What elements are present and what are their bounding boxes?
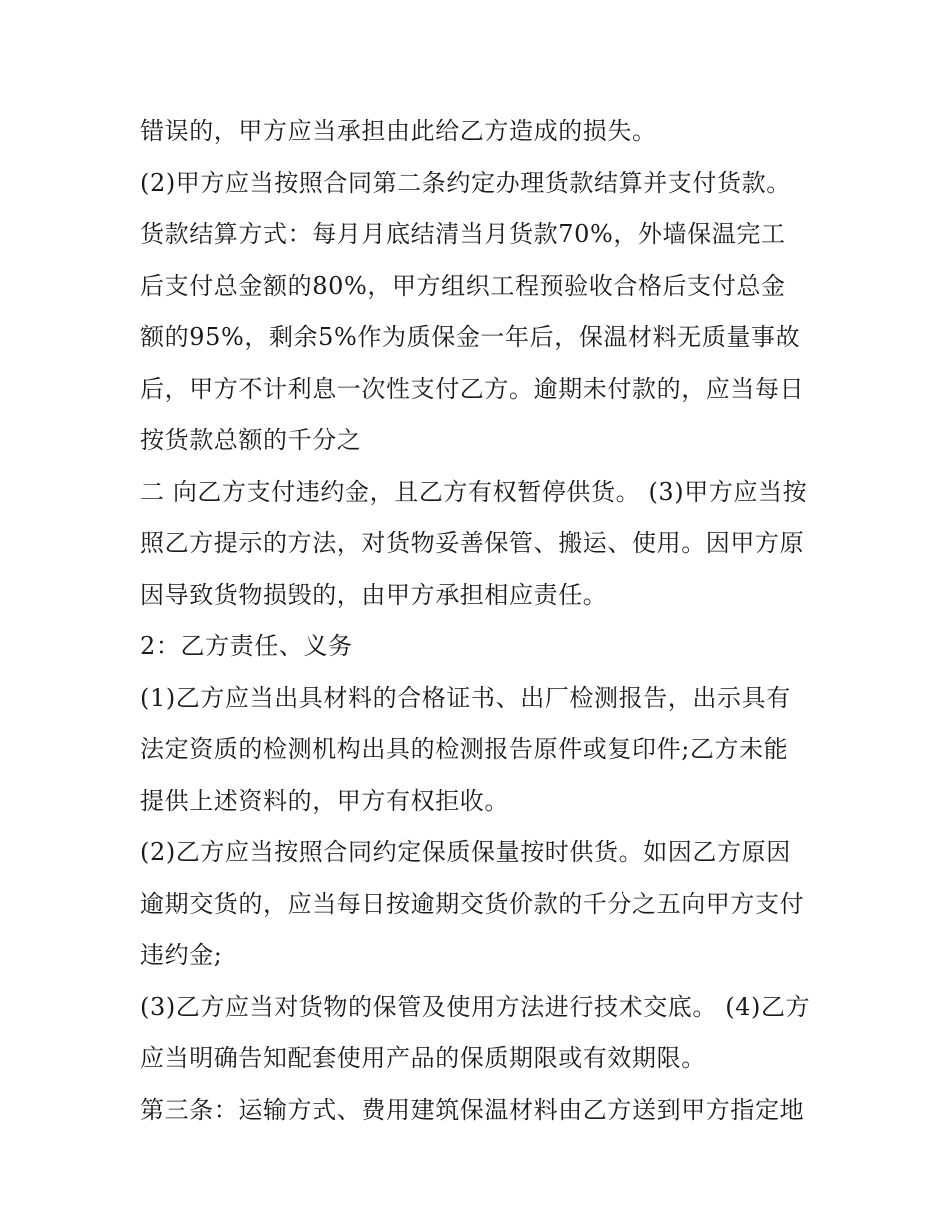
section-heading: 2：乙方责任、义务 bbox=[140, 632, 353, 660]
text-line: 逾期交货的，应当每日按逾期交货价款的千分之五向甲方支付 bbox=[140, 889, 805, 918]
text-line: 按货款总额的千分之 bbox=[140, 426, 362, 454]
text-line: 二 向乙方支付违约金，且乙方有权暂停供货。 (3)甲方应当按 bbox=[140, 477, 808, 506]
text-line: 因导致货物损毁的，由甲方承担相应责任。 bbox=[140, 580, 608, 609]
text-line: 后，甲方不计利息一次性支付乙方。逾期未付款的，应当每日 bbox=[140, 374, 805, 403]
text-line: 额的95%，剩余5%作为质保金一年后，保温材料无质量事故 bbox=[140, 323, 801, 351]
text-line: 货款结算方式：每月月底结清当月货款70%，外墙保温完工 bbox=[140, 220, 786, 248]
contract-body-text bbox=[140, 106, 820, 1136]
text-line: 违约金; bbox=[140, 941, 223, 969]
text-line: (1)乙方应当出具材料的合格证书、出厂检测报告，出示具有 bbox=[140, 683, 791, 712]
text-line: 应当明确告知配套使用产品的保质期限或有效期限。 bbox=[140, 1044, 706, 1072]
text-line: (2)甲方应当按照合同第二条约定办理货款结算并支付货款。 bbox=[140, 168, 791, 197]
text-line: (2)乙方应当按照合同约定保质保量按时供货。如因乙方原因 bbox=[140, 838, 791, 866]
text-line: (3)乙方应当对货物的保管及使用方法进行技术交底。 (4)乙方 bbox=[140, 992, 811, 1021]
text-line: 第三条：运输方式、费用建筑保温材料由乙方送到甲方指定地 bbox=[140, 1095, 805, 1124]
text-line: 错误的，甲方应当承担由此给乙方造成的损失。 bbox=[140, 117, 657, 145]
text-line: 照乙方提示的方法，对货物妥善保管、搬运、使用。因甲方原 bbox=[140, 529, 805, 557]
text-line: 法定资质的检测机构出具的检测报告原件或复印件;乙方未能 bbox=[140, 735, 789, 763]
text-line: 提供上述资料的，甲方有权拒收。 bbox=[140, 786, 509, 815]
text-line: 后支付总金额的80%，甲方组织工程预验收合格后支付总金 bbox=[140, 271, 786, 300]
